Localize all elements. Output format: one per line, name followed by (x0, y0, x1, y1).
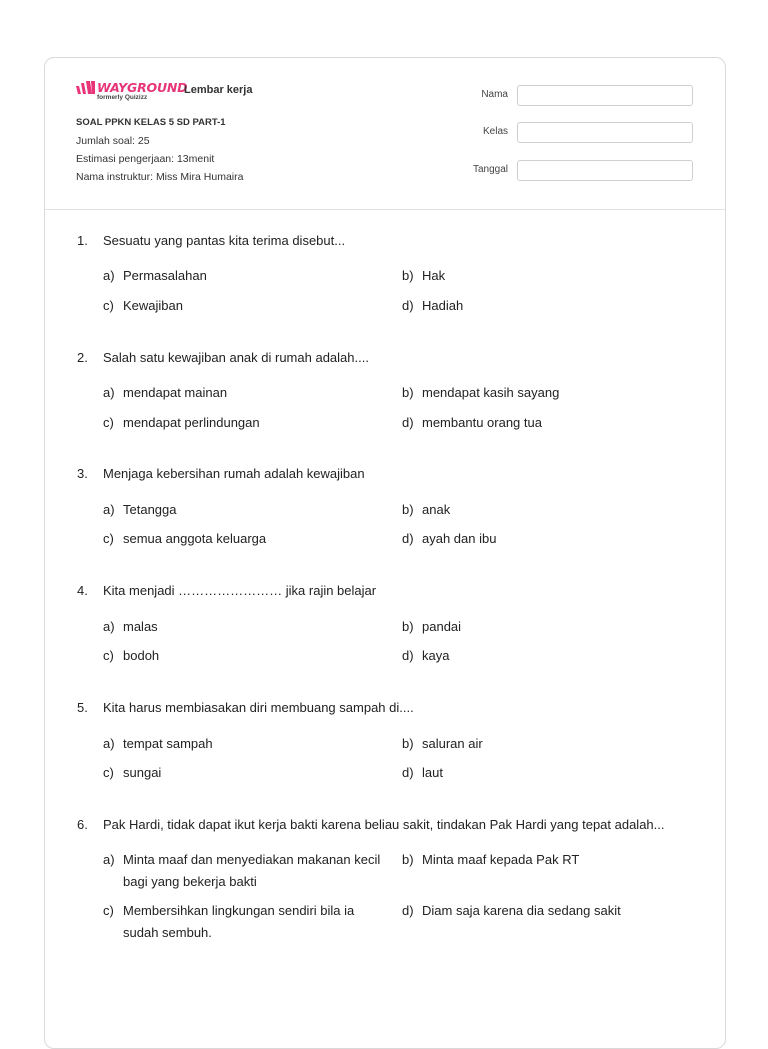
brand-logo (76, 80, 187, 101)
question-text: Menjaga kebersihan rumah adalah kewajiban (103, 466, 365, 481)
logo-subtext: formerly Quizizz (97, 94, 148, 101)
option-letter: c) (103, 903, 114, 918)
question-number: 5. (77, 700, 88, 715)
option-text: mendapat perlindungan (123, 415, 260, 430)
question-text: Kita menjadi …………………… jika rajin belajar (103, 583, 377, 598)
logo-wordmark: WAYGROUND (97, 80, 188, 95)
option-text: Minta maaf kepada Pak RT (422, 852, 580, 867)
question-text: Sesuatu yang pantas kita terima disebut... (103, 233, 346, 248)
option-letter: c) (103, 531, 114, 546)
option-text: Diam saja karena dia sedang sakit (422, 903, 621, 918)
option-text: Minta maaf dan menyediakan makanan kecil bagi yang bekerja bakti (123, 852, 381, 889)
option-text: membantu orang tua (422, 415, 542, 430)
instructor-name: Nama instruktur: Miss Mira Humaira (76, 171, 244, 183)
option-letter: d) (402, 298, 414, 313)
option-letter: d) (402, 765, 414, 780)
class-field-label: Kelas (482, 126, 508, 137)
option-text: Kewajiban (123, 298, 183, 313)
option-text: tempat sampah (123, 736, 213, 751)
option-text: mendapat kasih sayang (422, 385, 560, 400)
option-letter: a) (103, 619, 115, 634)
option-text: bodoh (123, 648, 160, 663)
question-number: 1. (77, 233, 88, 248)
option-text: pandai (422, 619, 462, 634)
option-text: mendapat mainan (123, 385, 228, 400)
option-letter: b) (402, 619, 414, 634)
name-field[interactable] (517, 85, 693, 106)
question-number: 4. (77, 583, 88, 598)
date-field[interactable] (517, 160, 693, 181)
option-text: semua anggota keluarga (123, 531, 267, 546)
worksheet-header (45, 58, 725, 210)
question-text: Salah satu kewajiban anak di rumah adalah.... (103, 350, 369, 365)
option-letter: b) (402, 736, 414, 751)
option-letter: a) (103, 736, 115, 751)
worksheet (44, 57, 726, 1049)
sheet-kind-label: Lembar kerja (184, 84, 253, 96)
logo-mark-icon (76, 81, 96, 95)
option-letter: b) (402, 385, 414, 400)
worksheet-title: SOAL PPKN KELAS 5 SD PART-1 (76, 117, 226, 128)
option-text: Tetangga (123, 502, 177, 517)
option-text: Permasalahan (123, 268, 207, 283)
option-text: Hadiah (422, 298, 464, 313)
question-number: 6. (77, 817, 88, 832)
option-letter: c) (103, 415, 114, 430)
option-text: Membersihkan lingkungan sendiri bila ia sudah sembuh. (123, 903, 355, 940)
option-letter: b) (402, 268, 414, 283)
option-letter: c) (103, 765, 114, 780)
option-text: sungai (123, 765, 162, 780)
question-text: Kita harus membiasakan diri membuang sampah di.... (103, 700, 414, 715)
option-letter: d) (402, 903, 414, 918)
option-text: Hak (422, 268, 446, 283)
option-letter: b) (402, 502, 414, 517)
class-field[interactable] (517, 122, 693, 143)
option-text: malas (123, 619, 158, 634)
question-number: 3. (77, 466, 88, 481)
option-letter: d) (402, 531, 414, 546)
option-letter: d) (402, 415, 414, 430)
option-letter: a) (103, 502, 115, 517)
option-letter: a) (103, 852, 115, 867)
option-letter: c) (103, 648, 114, 663)
option-text: kaya (422, 648, 450, 663)
option-text: saluran air (422, 736, 483, 751)
option-letter: d) (402, 648, 414, 663)
option-text: laut (422, 765, 443, 780)
option-letter: b) (402, 852, 414, 867)
option-text: anak (422, 502, 451, 517)
question-text: Pak Hardi, tidak dapat ikut kerja bakti karena beliau sakit, tindakan Pak Hardi yang tepat adalah... (103, 817, 665, 832)
time-estimate: Estimasi pengerjaan: 13menit (76, 153, 215, 165)
option-text: ayah dan ibu (422, 531, 497, 546)
question-count: Jumlah soal: 25 (76, 135, 150, 147)
option-letter: c) (103, 298, 114, 313)
option-letter: a) (103, 268, 115, 283)
question-number: 2. (77, 350, 88, 365)
option-letter: a) (103, 385, 115, 400)
name-field-label: Nama (481, 89, 508, 100)
date-field-label: Tanggal (472, 164, 508, 175)
